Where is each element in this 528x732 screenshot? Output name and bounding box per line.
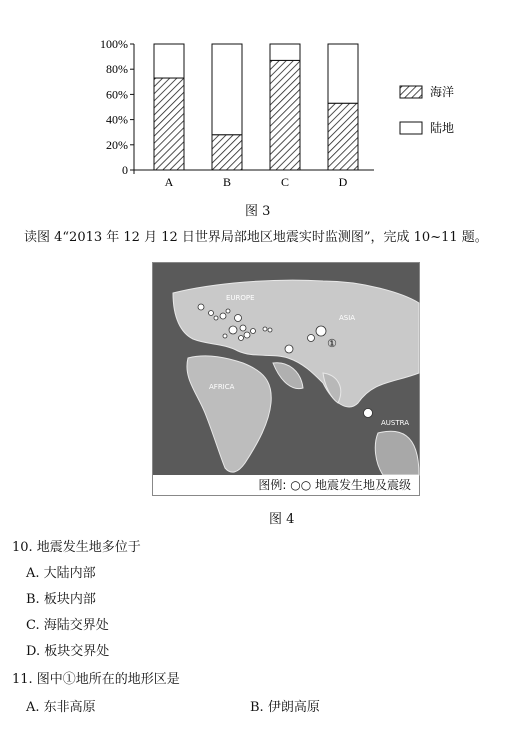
map-image [153,263,419,475]
question-10-option-d: D. 板块交界处 [26,644,110,659]
bar-ocean-B [212,135,242,170]
legend-label-land: 陆地 [430,121,455,135]
chart-legend [400,85,454,135]
x-tick-label: C [280,175,290,189]
y-tick-label: 100% [100,37,128,51]
earthquake-map [152,262,420,496]
bar-ocean-C [270,60,300,170]
bar-land-D [328,44,358,103]
y-tick-label: 0 [122,163,128,177]
legend-swatch-land [400,122,422,134]
marker-1-label: ① [327,337,337,350]
bar-land-B [212,44,242,135]
bar-land-C [270,44,300,60]
label-australia: AUSTRA [381,419,409,427]
label-europe: EUROPE [226,294,255,302]
question-10-stem: 10. 地震发生地多位于 [12,540,141,555]
question-10-option-b: B. 板块内部 [26,592,96,607]
figure-4-caption: 图 4 [269,512,295,527]
y-tick-label: 60% [106,87,128,102]
question-10-option-a: A. 大陆内部 [26,566,96,581]
y-tick-label: 80% [106,62,128,77]
label-africa: AFRICA [209,383,235,391]
chart-bars [154,44,358,170]
y-tick-label: 20% [106,137,128,152]
legend-swatch-ocean [400,86,422,98]
question-11-option-b: B. 伊朗高原 [250,700,320,715]
question-10-option-c: C. 海陆交界处 [26,618,109,633]
y-tick-label: 40% [106,112,128,127]
figure-3-caption: 图 3 [245,204,271,219]
bar-land-A [154,44,184,78]
x-tick-label: B [222,175,232,189]
stacked-bar-chart [90,30,455,190]
label-asia: ASIA [339,314,356,322]
bar-ocean-D [328,103,358,170]
x-tick-label: A [164,175,174,189]
map-legend: 图例: ○○ 地震发生地及震级 [153,475,419,495]
question-11-stem: 11. 图中①地所在的地形区是 [12,672,180,687]
legend-label-ocean: 海洋 [430,85,455,99]
question-11-option-a: A. 东非高原 [26,700,96,715]
bar-ocean-A [154,78,184,170]
intro-text: 读图 4“2013 年 12 月 12 日世界局部地区地震实时监测图”，完成 10~11 题。 [24,230,488,245]
x-tick-label: D [338,175,348,189]
